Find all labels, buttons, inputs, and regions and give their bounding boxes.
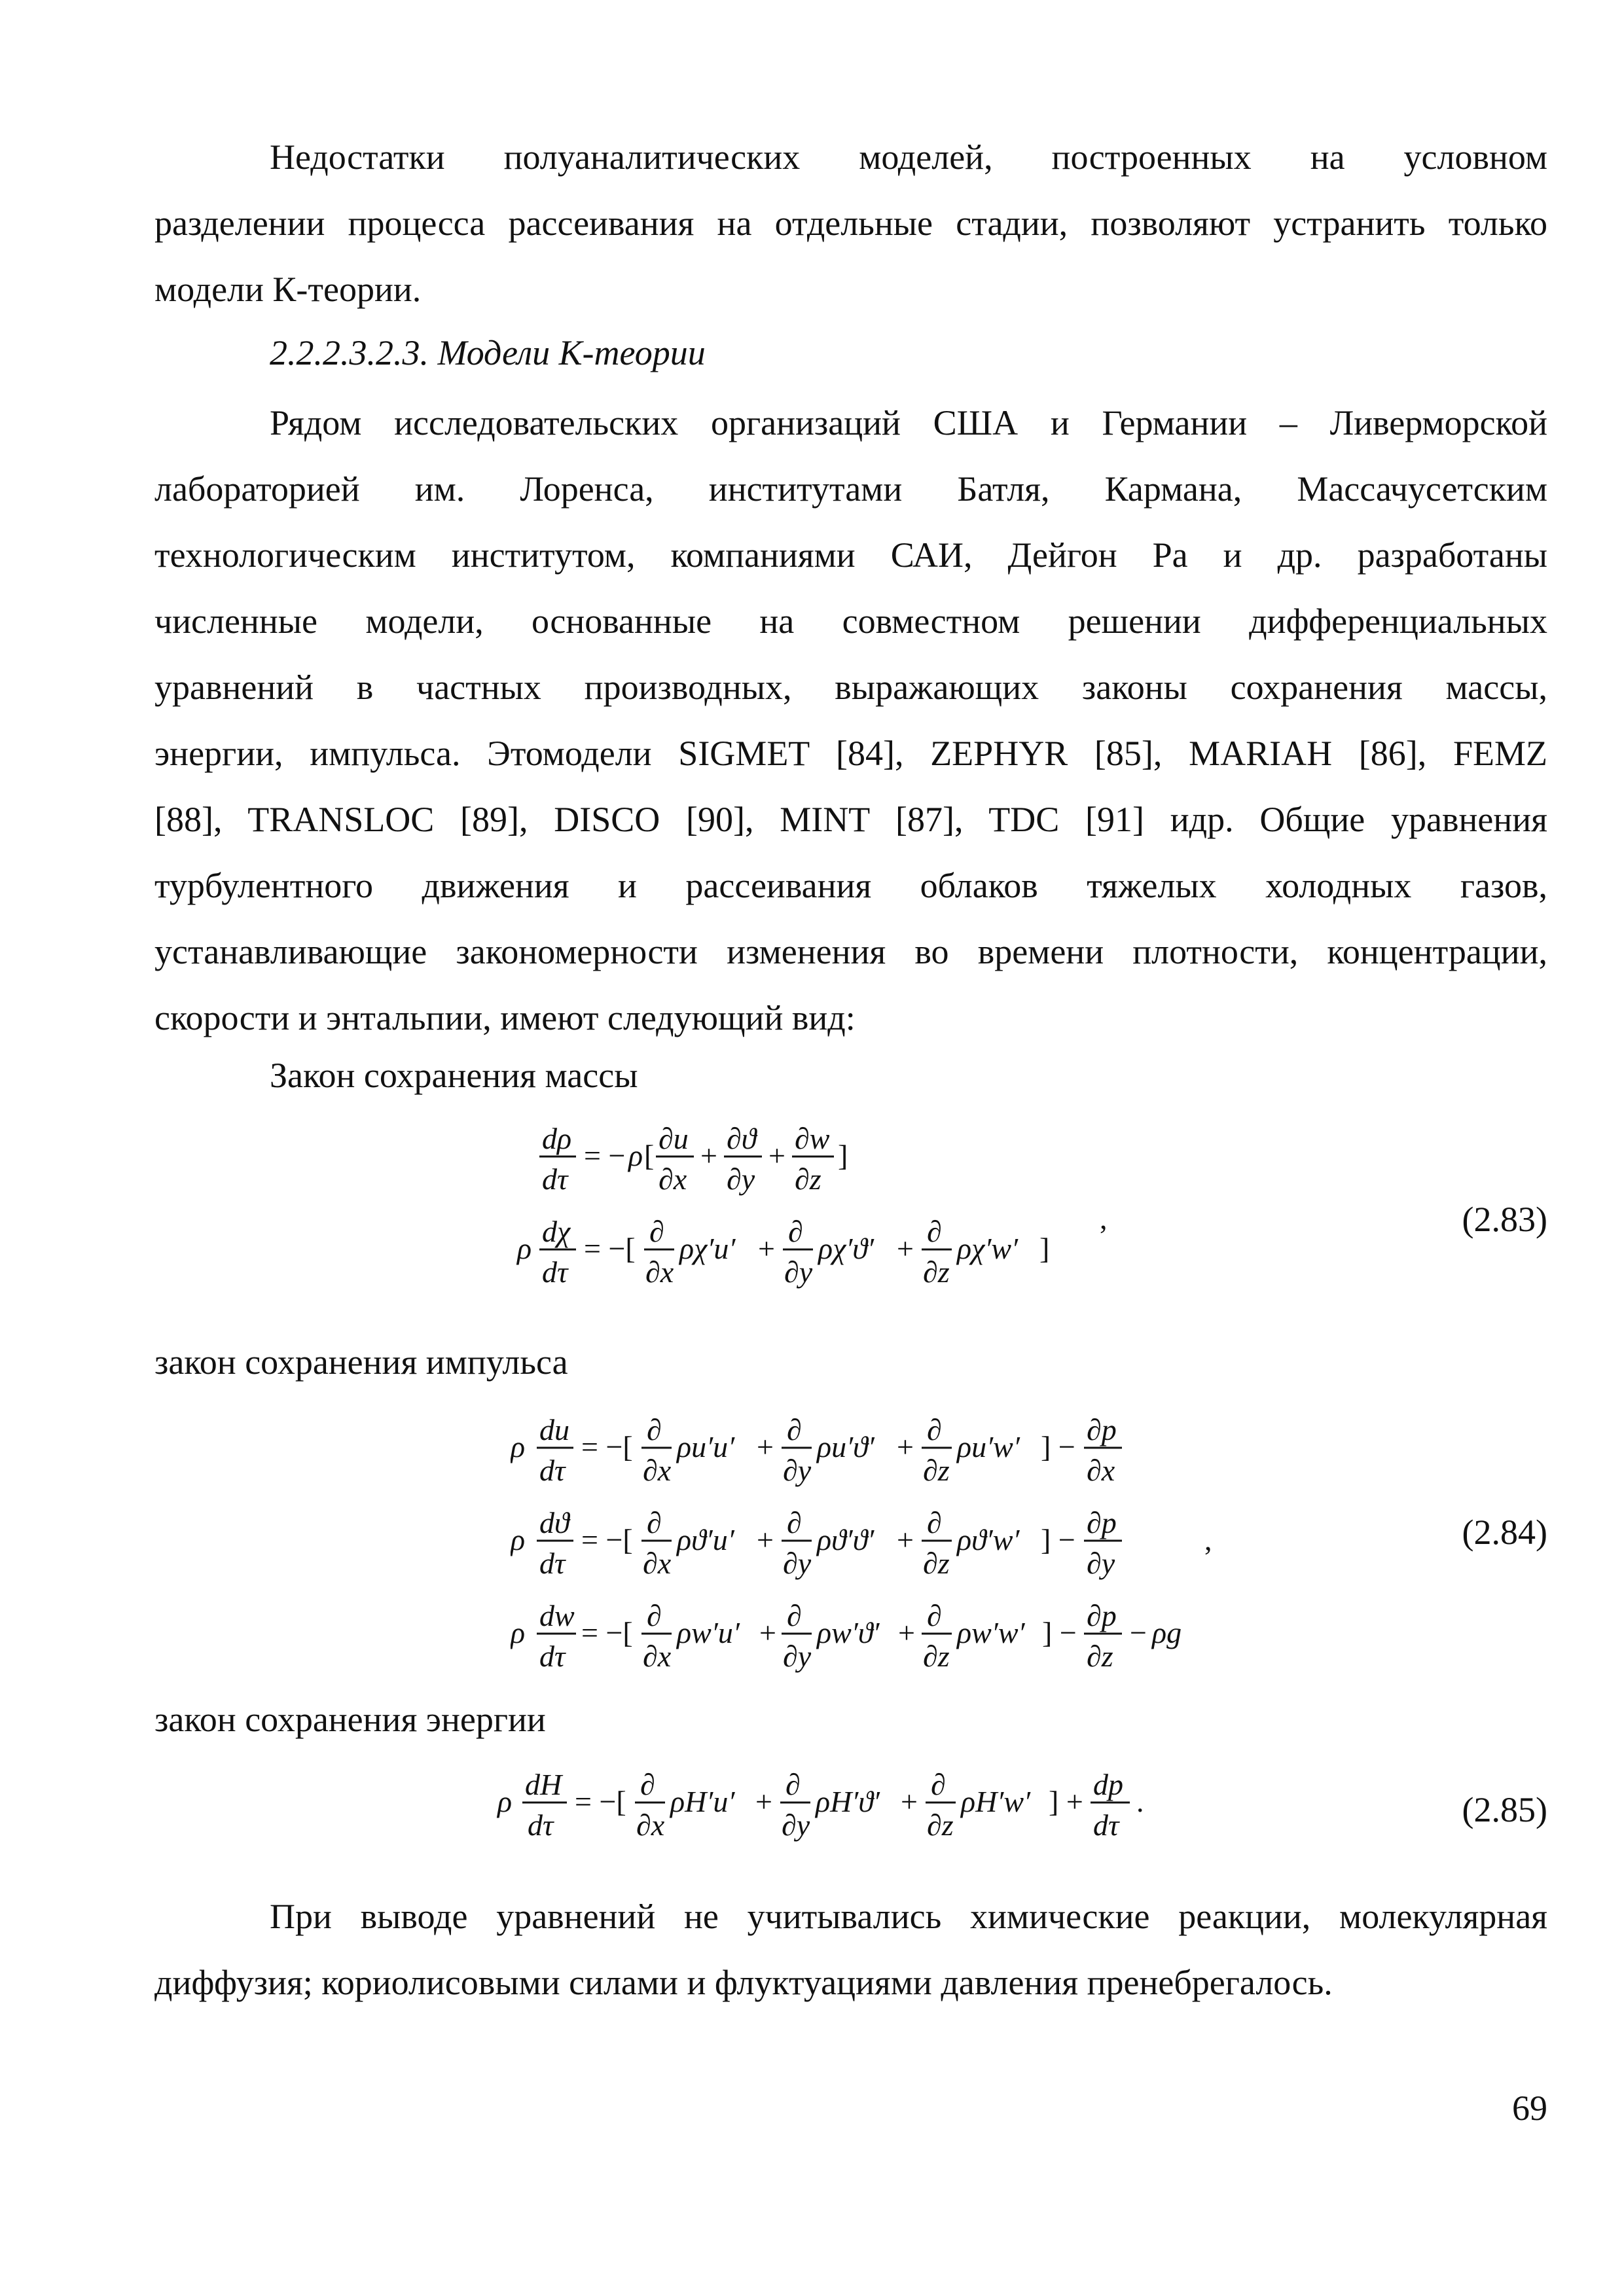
svg-text:dτ: dτ	[539, 1640, 566, 1673]
svg-text:ρ: ρ	[628, 1139, 643, 1172]
svg-text:∂z: ∂z	[923, 1547, 950, 1580]
svg-text:ρϑ′w′: ρϑ′w′	[957, 1523, 1020, 1556]
paragraph-assumptions	[154, 1884, 1547, 2016]
svg-text:+: +	[755, 1785, 772, 1818]
svg-text:−: −	[1130, 1616, 1147, 1649]
svg-text:] −: ] −	[1041, 1523, 1075, 1556]
svg-text:+: +	[759, 1616, 776, 1649]
equation-2-84	[511, 1401, 1296, 1692]
svg-text:∂: ∂	[647, 1506, 662, 1539]
svg-text:∂: ∂	[787, 1599, 802, 1632]
svg-text:+: +	[758, 1232, 775, 1265]
page-number: 69	[1512, 2089, 1547, 2128]
section-heading: 2.2.2.3.2.3. Модели К-теории	[270, 333, 706, 372]
svg-text:∂: ∂	[927, 1215, 942, 1248]
svg-text:ρχ′ϑ′: ρχ′ϑ′	[818, 1232, 875, 1265]
svg-text:+: +	[897, 1523, 914, 1556]
svg-text:ρχ′w′: ρχ′w′	[957, 1232, 1019, 1265]
svg-text:dρ: dρ	[542, 1122, 572, 1155]
svg-text:.: .	[1136, 1785, 1144, 1818]
text-line: диффузия; кориолисовыми силами и флуктуациями давления пренебрегалось.	[154, 1963, 1333, 2002]
svg-text:∂y: ∂y	[727, 1162, 755, 1196]
svg-text:dH: dH	[525, 1768, 562, 1801]
svg-text:∂x: ∂x	[1087, 1454, 1115, 1487]
svg-text:∂: ∂	[649, 1215, 664, 1248]
svg-text:+: +	[901, 1785, 918, 1818]
svg-text:]: ]	[838, 1139, 848, 1172]
text-line: [88], TRANSLOC [89], DISCO [90], MINT [87], TDC [91] идр. Общие уравнения	[154, 800, 1547, 839]
svg-text:ρ: ρ	[517, 1232, 532, 1265]
svg-text:∂x: ∂x	[643, 1547, 672, 1580]
text-line: численные модели, основанные на совместном решении дифференциальных	[154, 601, 1547, 641]
svg-text:∂x: ∂x	[643, 1640, 672, 1673]
equation-2-84-graphic	[511, 1401, 1296, 1689]
svg-text:dp: dp	[1093, 1768, 1123, 1801]
svg-text:[: [	[644, 1139, 655, 1172]
svg-text:ρ: ρ	[511, 1430, 526, 1463]
svg-text:]: ]	[1039, 1232, 1050, 1265]
text-line: разделении процесса рассеивания на отдельные стадии, позволяют устранить только	[154, 204, 1547, 243]
svg-text:ρH′u′: ρH′u′	[670, 1785, 735, 1818]
svg-text:= −: = −	[584, 1139, 626, 1172]
svg-text:= −[: = −[	[581, 1430, 633, 1463]
equation-2-83-graphic	[511, 1116, 1165, 1312]
svg-text:ρu′ϑ′: ρu′ϑ′	[817, 1430, 875, 1463]
paragraph-intro	[154, 124, 1547, 323]
svg-text:∂p: ∂p	[1087, 1599, 1117, 1632]
svg-text:∂z: ∂z	[923, 1255, 950, 1289]
svg-text:] −: ] −	[1042, 1616, 1077, 1649]
text-line: модели К-теории.	[154, 270, 422, 309]
svg-text:∂: ∂	[640, 1768, 655, 1801]
svg-text:= −[: = −[	[581, 1616, 633, 1649]
equation-number-2-83: (2.83)	[1462, 1200, 1547, 1239]
svg-text:∂: ∂	[927, 1413, 942, 1446]
svg-text:,: ,	[1204, 1523, 1212, 1556]
svg-text:dχ: dχ	[542, 1215, 571, 1248]
svg-text:∂: ∂	[927, 1506, 942, 1539]
svg-text:+: +	[700, 1139, 717, 1172]
svg-text:∂: ∂	[787, 1506, 802, 1539]
text-line: энергии, импульса. Этомодели SIGMET [84], ZEPHYR [85], MARIAH [86], FEMZ	[154, 734, 1547, 773]
svg-text:dτ: dτ	[528, 1808, 554, 1842]
svg-text:+: +	[757, 1523, 774, 1556]
svg-text:+: +	[897, 1232, 914, 1265]
svg-text:ρH′ϑ′: ρH′ϑ′	[816, 1785, 880, 1818]
svg-text:∂x: ∂x	[643, 1454, 672, 1487]
label-mass-conservation: Закон сохранения массы	[270, 1056, 638, 1095]
svg-text:= −[: = −[	[584, 1232, 636, 1265]
svg-text:∂z: ∂z	[795, 1162, 821, 1196]
text-line: лабораторией им. Лоренса, институтами Батля, Кармана, Массачусетским	[154, 469, 1547, 509]
svg-text:] −: ] −	[1041, 1430, 1075, 1463]
svg-text:ρχ′u′: ρχ′u′	[679, 1232, 736, 1265]
svg-text:dτ: dτ	[1093, 1808, 1119, 1842]
svg-text:+: +	[897, 1430, 914, 1463]
svg-text:∂w: ∂w	[795, 1122, 830, 1155]
svg-text:ρu′w′: ρu′w′	[957, 1430, 1020, 1463]
svg-text:= −[: = −[	[575, 1785, 626, 1818]
equation-2-85-graphic	[491, 1754, 1211, 1859]
svg-text:+: +	[898, 1616, 915, 1649]
text-line: технологическим институтом, компаниями САИ, Дейгон Ра и др. разработаны	[154, 535, 1547, 575]
paragraph-k-theory	[154, 390, 1547, 1051]
svg-text:ρ: ρ	[511, 1616, 526, 1649]
text-line: скорости и энтальпии, имеют следующий вид:	[154, 998, 856, 1037]
svg-text:+: +	[768, 1139, 785, 1172]
svg-text:∂y: ∂y	[783, 1640, 812, 1673]
svg-text:∂z: ∂z	[923, 1640, 950, 1673]
svg-text:∂: ∂	[927, 1599, 942, 1632]
svg-text:ρu′u′: ρu′u′	[677, 1430, 735, 1463]
svg-text:∂x: ∂x	[645, 1255, 674, 1289]
label-momentum-conservation: закон сохранения импульса	[154, 1342, 568, 1382]
svg-text:∂y: ∂y	[784, 1255, 813, 1289]
svg-text:ρw′u′: ρw′u′	[677, 1616, 740, 1649]
svg-text:∂x: ∂x	[636, 1808, 665, 1842]
equation-number-2-85: (2.85)	[1462, 1790, 1547, 1829]
text-line: Недостатки полуаналитических моделей, построенных на условном	[270, 137, 1547, 177]
svg-text:∂y: ∂y	[783, 1454, 812, 1487]
svg-text:ρw′ϑ′: ρw′ϑ′	[817, 1616, 880, 1649]
svg-text:ρw′w′: ρw′w′	[957, 1616, 1025, 1649]
svg-text:ρg: ρg	[1152, 1616, 1182, 1649]
svg-text:dϑ: dϑ	[539, 1506, 569, 1539]
svg-text:∂u: ∂u	[659, 1122, 689, 1155]
svg-text:ρ: ρ	[497, 1785, 513, 1818]
svg-text:∂: ∂	[785, 1768, 801, 1801]
svg-text:∂y: ∂y	[782, 1808, 810, 1842]
svg-text:ρ: ρ	[511, 1523, 526, 1556]
svg-text:,: ,	[1100, 1202, 1108, 1235]
svg-text:∂y: ∂y	[783, 1547, 812, 1580]
svg-text:dτ: dτ	[542, 1162, 568, 1196]
svg-text:∂p: ∂p	[1087, 1506, 1117, 1539]
svg-text:ρϑ′ϑ′: ρϑ′ϑ′	[817, 1523, 875, 1556]
svg-text:ρH′w′: ρH′w′	[961, 1785, 1031, 1818]
svg-text:dτ: dτ	[539, 1454, 566, 1487]
svg-text:∂z: ∂z	[1087, 1640, 1113, 1673]
equation-2-85	[491, 1754, 1211, 1862]
svg-text:∂: ∂	[787, 1413, 802, 1446]
svg-text:∂: ∂	[647, 1599, 662, 1632]
label-energy-conservation: закон сохранения энергии	[154, 1700, 546, 1739]
svg-text:∂y: ∂y	[1087, 1547, 1115, 1580]
svg-text:∂: ∂	[647, 1413, 662, 1446]
svg-text:dτ: dτ	[542, 1255, 568, 1289]
svg-text:∂: ∂	[931, 1768, 946, 1801]
svg-text:] +: ] +	[1049, 1785, 1083, 1818]
svg-text:∂: ∂	[788, 1215, 803, 1248]
equation-number-2-84: (2.84)	[1462, 1513, 1547, 1552]
svg-text:∂z: ∂z	[923, 1454, 950, 1487]
text-line: При выводе уравнений не учитывались химические реакции, молекулярная	[270, 1897, 1547, 1936]
svg-text:du: du	[539, 1413, 569, 1446]
text-line: устанавливающие закономерности изменения во времени плотности, концентрации,	[154, 932, 1547, 971]
svg-text:∂z: ∂z	[927, 1808, 954, 1842]
svg-text:dw: dw	[539, 1599, 575, 1632]
svg-text:= −[: = −[	[581, 1523, 633, 1556]
text-line: Рядом исследовательских организаций США и Германии – Ливерморской	[270, 403, 1547, 442]
svg-text:dτ: dτ	[539, 1547, 566, 1580]
text-line: уравнений в частных производных, выражающих законы сохранения массы,	[154, 668, 1547, 707]
svg-text:+: +	[757, 1430, 774, 1463]
svg-text:∂x: ∂x	[659, 1162, 687, 1196]
svg-text:∂ϑ: ∂ϑ	[727, 1122, 757, 1155]
equation-2-83	[511, 1116, 1165, 1316]
svg-text:ρϑ′u′: ρϑ′u′	[677, 1523, 734, 1556]
svg-text:∂p: ∂p	[1087, 1413, 1117, 1446]
text-line: турбулентного движения и рассеивания облаков тяжелых холодных газов,	[154, 866, 1547, 905]
